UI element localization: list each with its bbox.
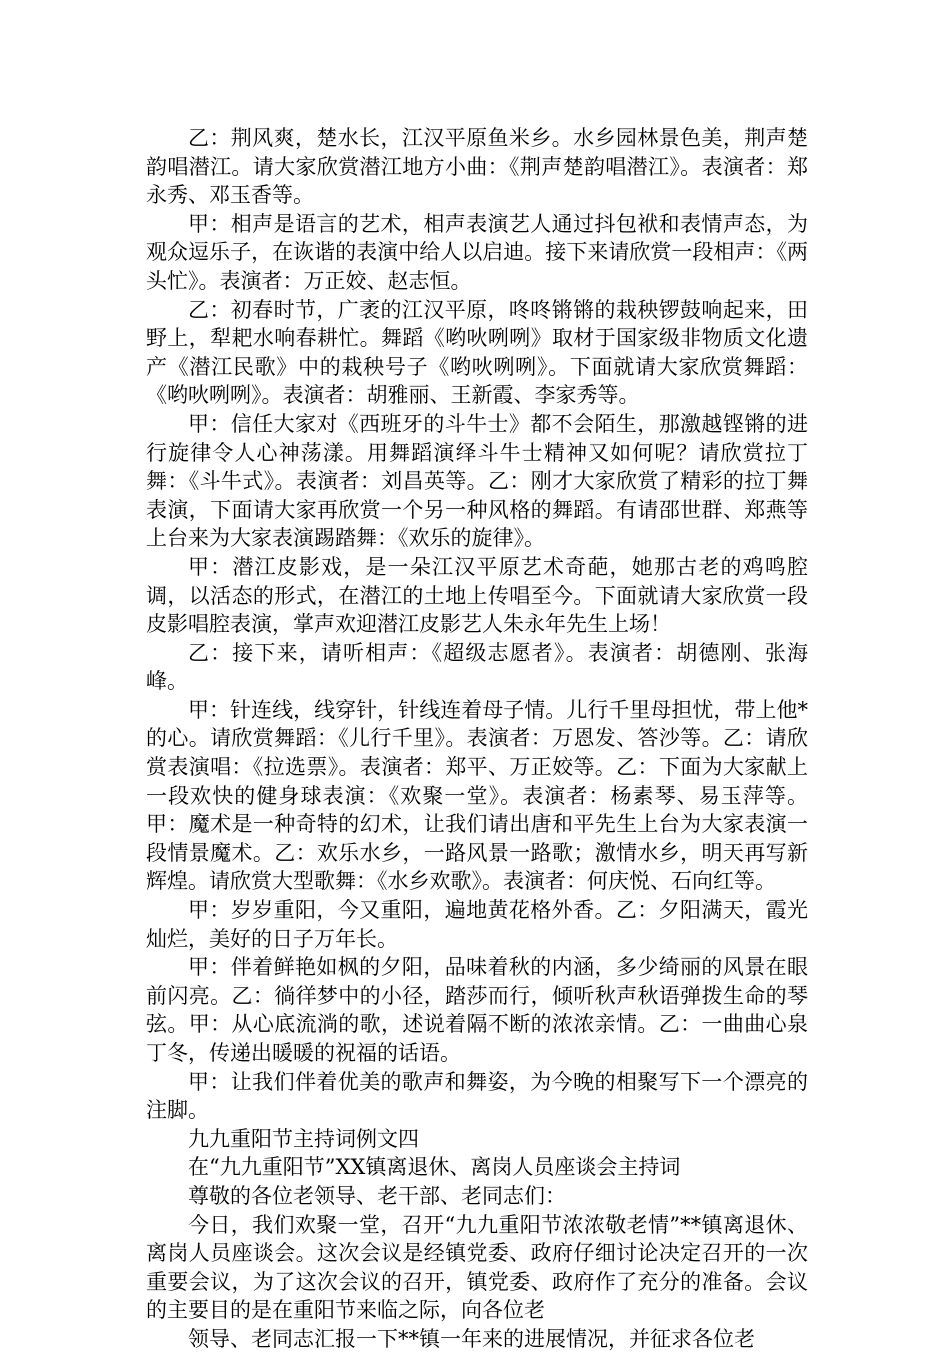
paragraph: 甲：相声是语言的艺术，相声表演艺人通过抖包袱和表情声态，为观众逗乐子，在诙谐的表演中给人以启迪。接下来请欣赏一段相声：《两头忙》。表演者：万正姣、赵志恒。 — [146, 211, 808, 293]
paragraph: 乙：接下来，请听相声：《超级志愿者》。表演者：胡德刚、张海峰。 — [146, 640, 808, 694]
paragraph: 乙：初春时节，广袤的江汉平原，咚咚锵锵的栽秧锣鼓响起来，田野上，犁耙水响春耕忙。舞蹈《哟吙咧咧》取材于国家级非物质文化遗产《潜江民歌》中的栽秧号子《哟吙咧咧》。下面就请大家欣赏舞蹈：《哟吙咧咧》。表演者：胡雅丽、王新霞、李家秀等。 — [146, 297, 808, 408]
speech-title: 在“九九重阳节”XX镇离退休、离岗人员座谈会主持词 — [188, 1155, 681, 1180]
paragraph: 甲：伴着鲜艳如枫的夕阳，品味着秋的内涵，多少绮丽的风景在眼前闪亮。乙：徜徉梦中的小径，踏莎而行，倾听秋声秋语弹拨生命的琴弦。甲：从心底流淌的歌，述说着隔不断的浓浓亲情。乙：一曲曲心泉丁冬，传递出暖暖的祝福的话语。 — [146, 955, 808, 1065]
section-heading: 九九重阳节主持词例文四 — [188, 1126, 419, 1151]
paragraph: 甲：让我们伴着优美的歌声和舞姿，为今晚的相聚写下一个漂亮的注脚。 — [146, 1069, 808, 1123]
salutation: 尊敬的各位老领导、老干部、老同志们： — [188, 1183, 566, 1208]
document-body — [146, 124, 808, 1354]
paragraph: 乙：荆风爽，楚水长，江汉平原鱼米乡。水乡园林景色美，荆声楚韵唱潜江。请大家欣赏潜江地方小曲：《荆声楚韵唱潜江》。表演者：郑永秀、邓玉香等。 — [146, 126, 808, 208]
paragraph: 甲：潜江皮影戏，是一朵江汉平原艺术奇葩，她那古老的鸡鸣腔调，以活态的形式，在潜江的土地上传唱至今。下面就请大家欣赏一段皮影唱腔表演，掌声欢迎潜江皮影艺人朱永年先生上场！ — [146, 554, 808, 637]
paragraph: 今日，我们欢聚一堂，召开“九九重阳节浓浓敬老情”**镇离退休、离岗人员座谈会。这次会议是经镇党委、政府仔细讨论决定召开的一次重要会议，为了这次会议的召开，镇党委、政府作了充分的准备。会议的主要目的是在重阳节来临之际，向各位老 — [146, 1212, 808, 1323]
paragraph: 甲：针连线，线穿针，针线连着母子情。儿行千里母担忧，带上他*的心。请欣赏舞蹈：《儿行千里》。表演者：万恩发、答沙等。乙：请欣赏表演唱：《拉选票》。表演者：郑平、万正姣等。乙：下面为大家献上一段欢快的健身球表演：《欢聚一堂》。表演者：杨素琴、易玉萍等。甲：魔术是一种奇特的幻术，让我们请出唐和平先生上台为大家表演一段情景魔术。乙：欢乐水乡，一路风景一路歌；激情水乡，明天再写新辉煌。请欣赏大型歌舞：《水乡欢歌》。表演者：何庆悦、石向红等。 — [146, 697, 808, 894]
paragraph: 甲：信任大家对《西班牙的斗牛士》都不会陌生，那激越铿锵的进行旋律令人心神荡漾。用舞蹈演绎斗牛士精神又如何呢？请欣赏拉丁舞：《斗牛式》。表演者：刘昌英等。乙：刚才大家欣赏了精彩的拉丁舞表演，下面请大家再欣赏一个另一种风格的舞蹈。有请邵世群、郑燕等上台来为大家表演踢踏舞：《欢乐的旋律》。 — [146, 411, 808, 551]
paragraph: 领导、老同志汇报一下**镇一年来的进展情况，并征求各位老 — [188, 1326, 755, 1351]
paragraph: 甲：岁岁重阳，今又重阳，遍地黄花格外香。乙：夕阳满天，霞光灿烂，美好的日子万年长。 — [146, 898, 808, 951]
